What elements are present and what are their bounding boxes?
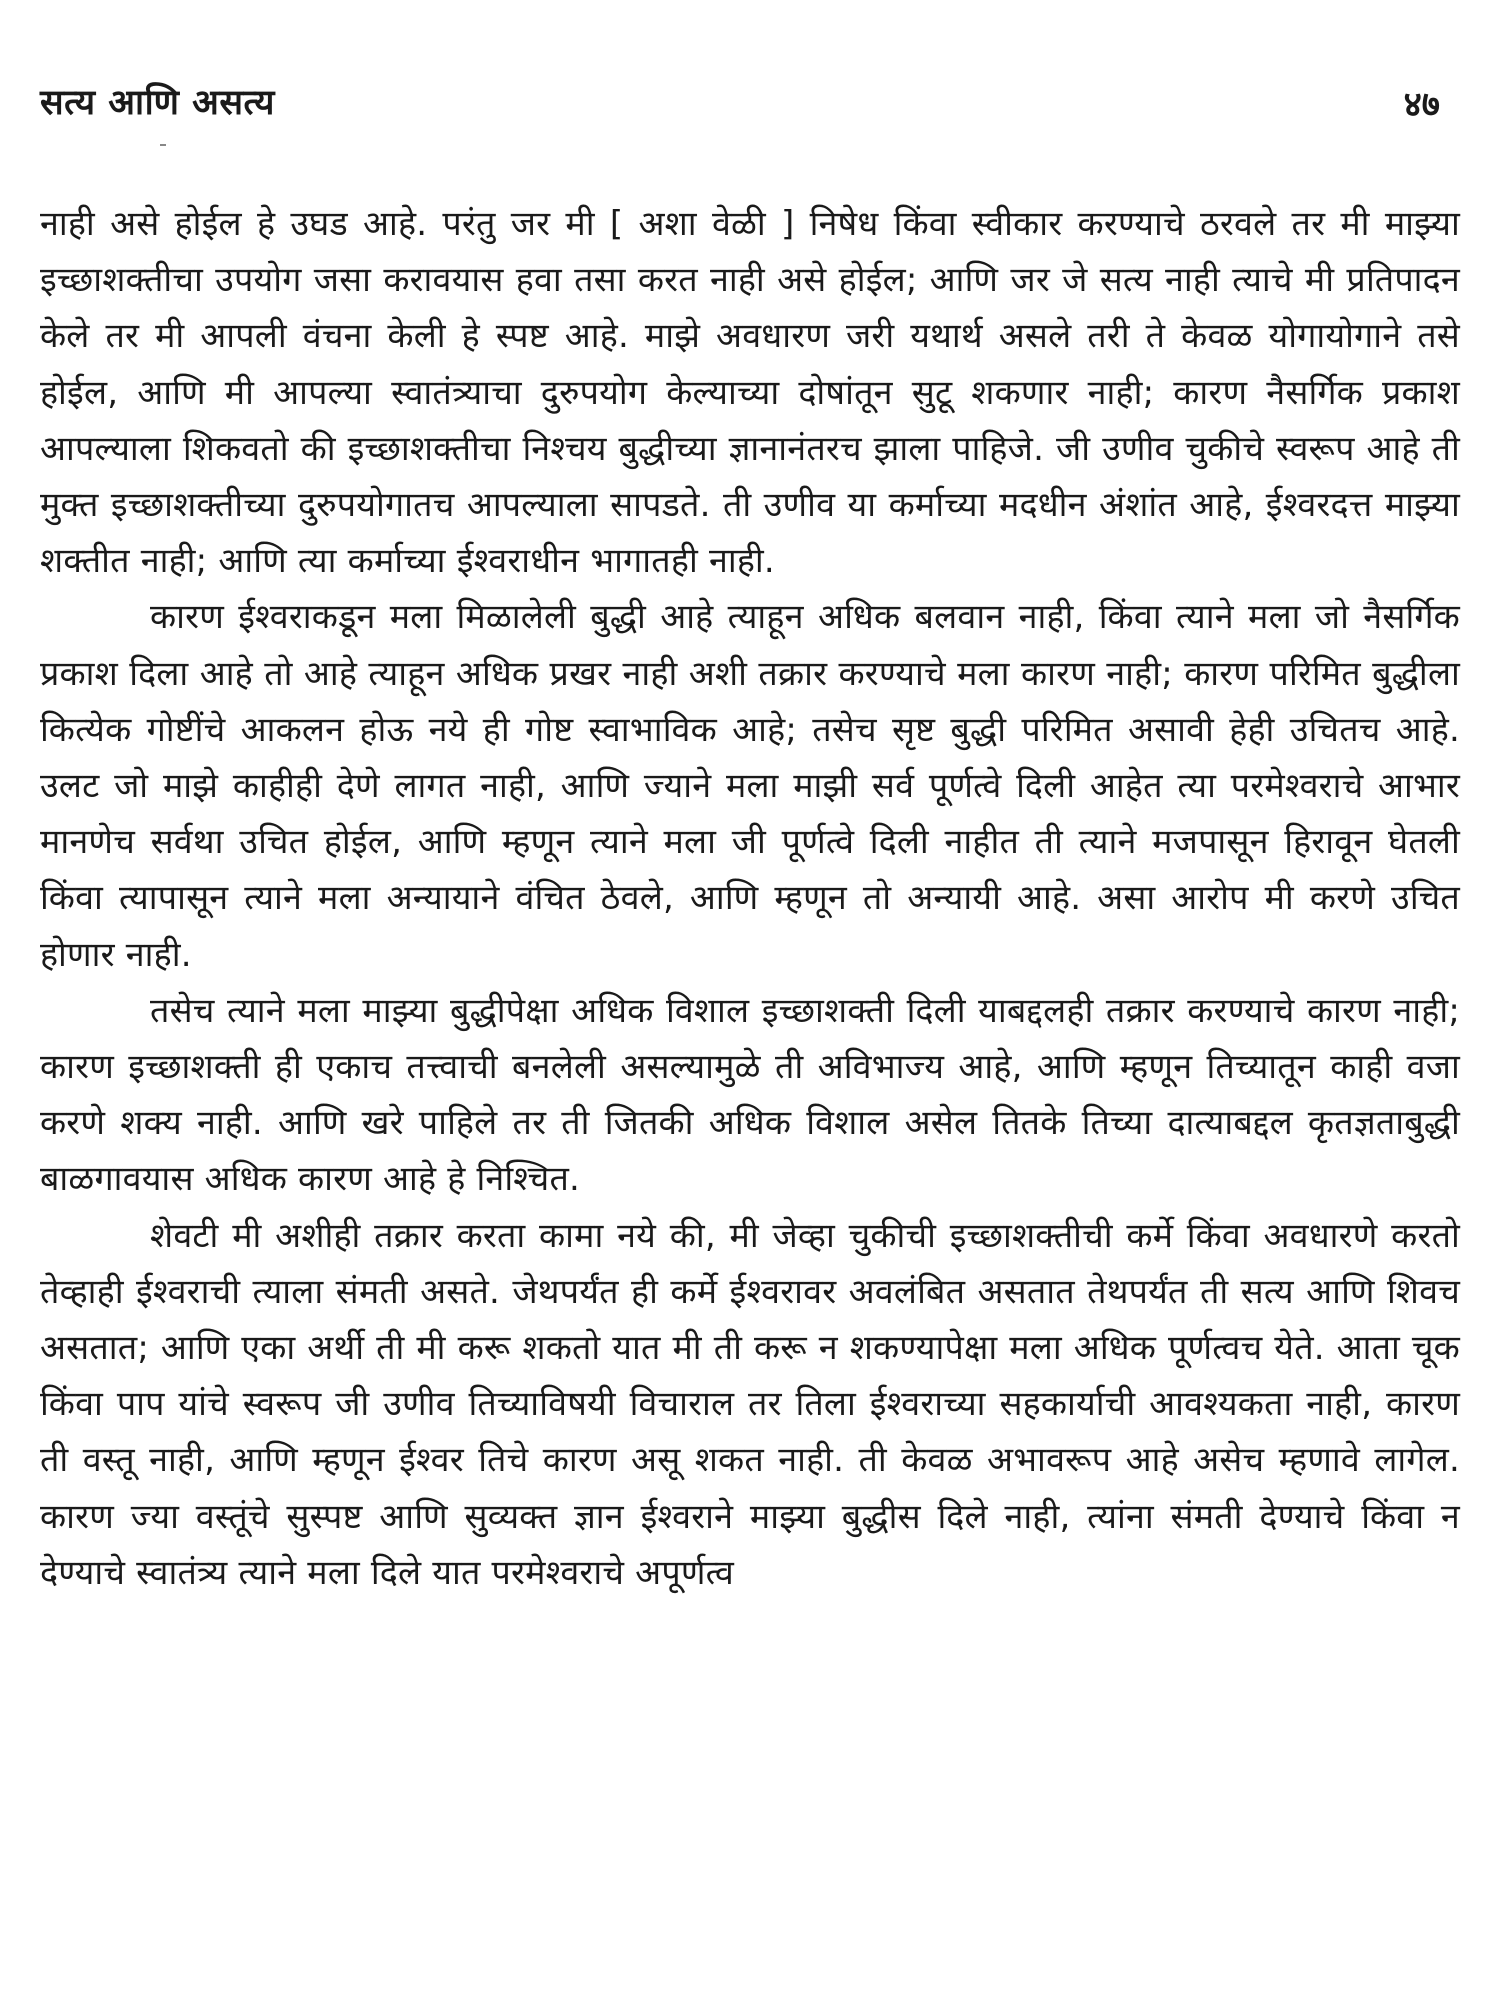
paragraph-3: तसेच त्याने मला माझ्या बुद्धीपेक्षा अधिक विशाल इच्छाशक्ती दिली याबद्दलही तक्रार करण्याचे कारण नाही; कारण इच्छाशक्ती ही एकाच तत्त्वाची बनलेली असल्यामुळे ती अविभाज्य आहे, आणि म्हणून तिच्यातून काही वजा करणे शक्य नाही. आणि खरे पाहिले तर ती जितकी अधिक विशाल असेल तितके तिच्या दात्याबद्दल कृतज्ञताबुद्धी बाळगावयास अधिक कारण आहे हे निश्चित.: [40, 990, 1460, 1200]
paragraph-4: शेवटी मी अशीही तक्रार करता कामा नये की, मी जेव्हा चुकीची इच्छाशक्तीची कर्मे किंवा अवधारणे करतो तेव्हाही ईश्वराची त्याला संमती असते. जेथपर्यंत ही कर्मे ईश्वरावर अवलंबित असतात तेथपर्यंत ती सत्य आणि शिवच असतात; आणि एका अर्थी ती मी करू शकतो यात मी ती करू न शकण्यापेक्षा मला अधिक पूर्णत्वच येते. आता चूक किंवा पाप यांचे स्वरूप जी उणीव तिच्याविषयी विचाराल तर तिला ईश्वराच्या सहकार्याची आवश्यकता नाही, कारण ती वस्तू नाही, आणि म्हणून ईश्वर तिचे कारण असू शकत नाही. ती केवळ अभावरूप आहे असेच म्हणावे लागेल. कारण ज्या वस्तूंचे सुस्पष्ट आणि सुव्यक्त ज्ञान ईश्वराने माझ्या बुद्धीस दिले नाही, त्यांना संमती देण्याचे किंवा न देण्याचे स्वातंत्र्य त्याने मला दिले यात परमेश्वराचे अपूर्णत्व: [40, 1215, 1460, 1593]
page-number: ४७: [1403, 85, 1440, 125]
paragraph-1: नाही असे होईल हे उघड आहे. परंतु जर मी [ अशा वेळी ] निषेध किंवा स्वीकार करण्याचे ठरवले तर मी माझ्या इच्छाशक्तीचा उपयोग जसा करावयास हवा तसा करत नाही असे होईल; आणि जर जे सत्य नाही त्याचे मी प्रतिपादन केले तर मी आपली वंचना केली हे स्पष्ट आहे. माझे अवधारण जरी यथार्थ असले तरी ते केवळ योगायोगाने तसे होईल, आणि मी आपल्या स्वातंत्र्याचा दुरुपयोग केल्याच्या दोषांतून सुटू शकणार नाही; कारण नैसर्गिक प्रकाश आपल्याला शिकवतो की इच्छाशक्तीचा निश्चय बुद्धीच्या ज्ञानानंतरच झाला पाहिजे. जी उणीव चुकीचे स्वरूप आहे ती मुक्त इच्छाशक्तीच्या दुरुपयोगातच आपल्याला सापडते. ती उणीव या कर्माच्या मदधीन अंशांत आहे, ईश्वरदत्त माझ्या शक्तीत नाही; आणि त्या कर्माच्या ईश्वराधीन भागातही नाही.: [40, 204, 1460, 582]
body-text: [40, 196, 1460, 1601]
print-speck: [160, 144, 166, 146]
page-header: [40, 78, 1460, 138]
paragraph-2: कारण ईश्वराकडून मला मिळालेली बुद्धी आहे त्याहून अधिक बलवान नाही, किंवा त्याने मला जो नैसर्गिक प्रकाश दिला आहे तो आहे त्याहून अधिक प्रखर नाही अशी तक्रार करण्याचे मला कारण नाही; कारण परिमित बुद्धीला कित्येक गोष्टींचे आकलन होऊ नये ही गोष्ट स्वाभाविक आहे; तसेच सृष्ट बुद्धी परिमित असावी हेही उचितच आहे. उलट जो माझे काहीही देणे लागत नाही, आणि ज्याने मला माझी सर्व पूर्णत्वे दिली आहेत त्या परमेश्वराचे आभार मानणेच सर्वथा उचित होईल, आणि म्हणून त्याने मला जी पूर्णत्वे दिली नाहीत ती त्याने मजपासून हिरावून घेतली किंवा त्यापासून त्याने मला अन्यायाने वंचित ठेवले, आणि म्हणून तो अन्यायी आहे. असा आरोप मी करणे उचित होणार नाही.: [40, 597, 1460, 975]
running-head: सत्य आणि असत्य: [40, 83, 275, 123]
